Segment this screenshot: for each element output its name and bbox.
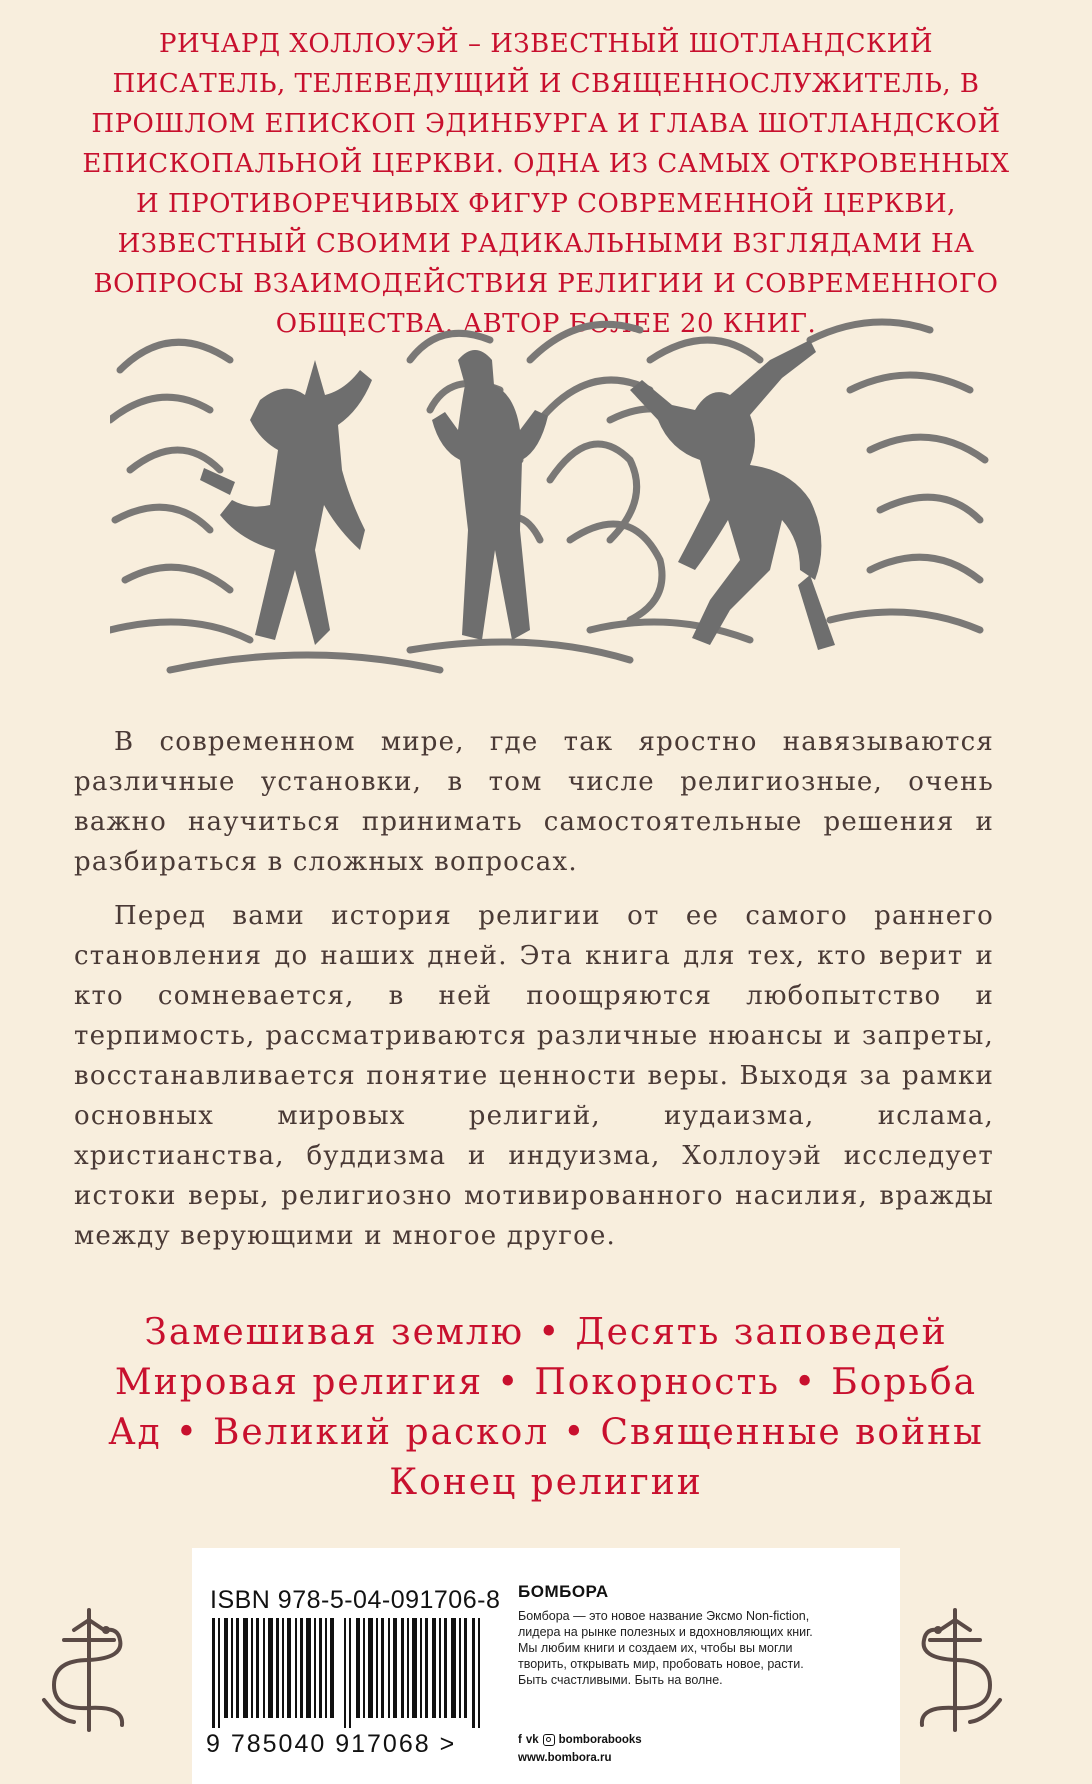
barcode	[206, 1618, 498, 1728]
description-paragraph-2: Перед вами история религии от ее самого раннего становления до наших дней. Эта книга для тех, кто верит и кто сомневается, в ней поощряются любопытство и терпимость, рассматриваются различные нюансы и запреты, восстанавливается понятие ценности веры. Выходя за рамки основных мировых религий, иудаизма, ислама, христианства, буддизма и индуизма, Холлоуэй исследует истоки веры, религиозно мотивированного насилия, вражды между верующими и многое другое.	[74, 901, 994, 1251]
serpent-staff-ornament-right-icon	[900, 1600, 1010, 1740]
isbn-number: ISBN 978-5-04-091706-8	[210, 1586, 501, 1614]
chapter-list	[40, 1308, 1052, 1508]
chapter-title: Священные войны	[600, 1412, 984, 1453]
publisher-name: БОМБОРА	[518, 1582, 609, 1601]
book-description	[74, 722, 994, 1270]
chapter-separator: •	[497, 1362, 521, 1403]
chapter-title: Замешивая землю	[144, 1312, 525, 1353]
chapter-title: Борьба	[831, 1362, 978, 1403]
chapter-title: Десять заповедей	[575, 1312, 948, 1353]
chapter-separator: •	[563, 1412, 587, 1453]
publisher-text: Бомбора — это новое название Эксмо Non-fiction, лидера на рынке полезных и вдохновляющих книг. Мы любим книги и создаем их, чтобы вы могли творить, открывать мир, пробовать новое, расти. Быть счастливыми. Быть на волне.	[518, 1609, 813, 1687]
social-handle: bomborabooks	[558, 1734, 642, 1746]
chapter-separator: •	[175, 1412, 199, 1453]
author-bio: РИЧАРД ХОЛЛОУЭЙ – ИЗВЕСТНЫЙ ШОТЛАНДСКИЙ ПИСАТЕЛЬ, ТЕЛЕВЕДУЩИЙ И СВЯЩЕННОСЛУЖИТЕЛЬ, В ПРОШЛОМ ЕПИСКОП ЭДИНБУРГА И ГЛАВА ШОТЛАНДСКОЙ ЕПИСКОПАЛЬНОЙ ЦЕРКВИ. ОДНА ИЗ САМЫХ ОТКРОВЕННЫХ И ПРОТИВОРЕЧИВЫХ ФИГУР СОВРЕМЕННОЙ ЦЕРКВИ, ИЗВЕСТНЫЙ СВОИМИ РАДИКАЛЬНЫМИ ВЗГЛЯДАМИ НА ВОПРОСЫ ВЗАИМОДЕЙСТВИЯ РЕЛИГИИ И СОВРЕМЕННОГО ОБЩЕСТВА. АВТОР БОЛЕЕ 20 КНИГ.	[82, 29, 1010, 339]
chapter-separator: •	[793, 1362, 818, 1403]
publisher-block	[518, 1582, 888, 1688]
chapter-title: Конец религии	[389, 1462, 703, 1503]
chapter-line-4	[40, 1458, 1052, 1508]
publisher-url: www.bombora.ru	[518, 1752, 612, 1764]
publisher-social	[518, 1734, 642, 1746]
description-paragraph-1: В современном мире, где так яростно навязываются различные установки, в том числе религиозные, очень важно научиться принимать самостоятельные решения и разбираться в сложных вопросах.	[74, 727, 994, 877]
serpent-staff-ornament-left-icon	[34, 1600, 144, 1740]
facebook-icon: f	[518, 1734, 522, 1746]
dancers-illustration	[110, 300, 990, 690]
imprint-box	[192, 1548, 900, 1784]
chapter-title: Покорность	[534, 1362, 780, 1403]
chapter-separator: •	[538, 1312, 562, 1353]
chapter-line-3	[40, 1408, 1052, 1458]
instagram-icon	[543, 1734, 555, 1746]
chapter-title: Ад	[108, 1412, 162, 1453]
barcode-digits: 9 785040 917068 >	[206, 1730, 457, 1758]
vk-icon: vk	[525, 1734, 539, 1746]
chapter-title: Мировая религия	[114, 1362, 484, 1403]
chapter-line-2	[40, 1358, 1052, 1408]
chapter-title: Великий раскол	[212, 1412, 550, 1453]
chapter-line-1	[40, 1308, 1052, 1358]
